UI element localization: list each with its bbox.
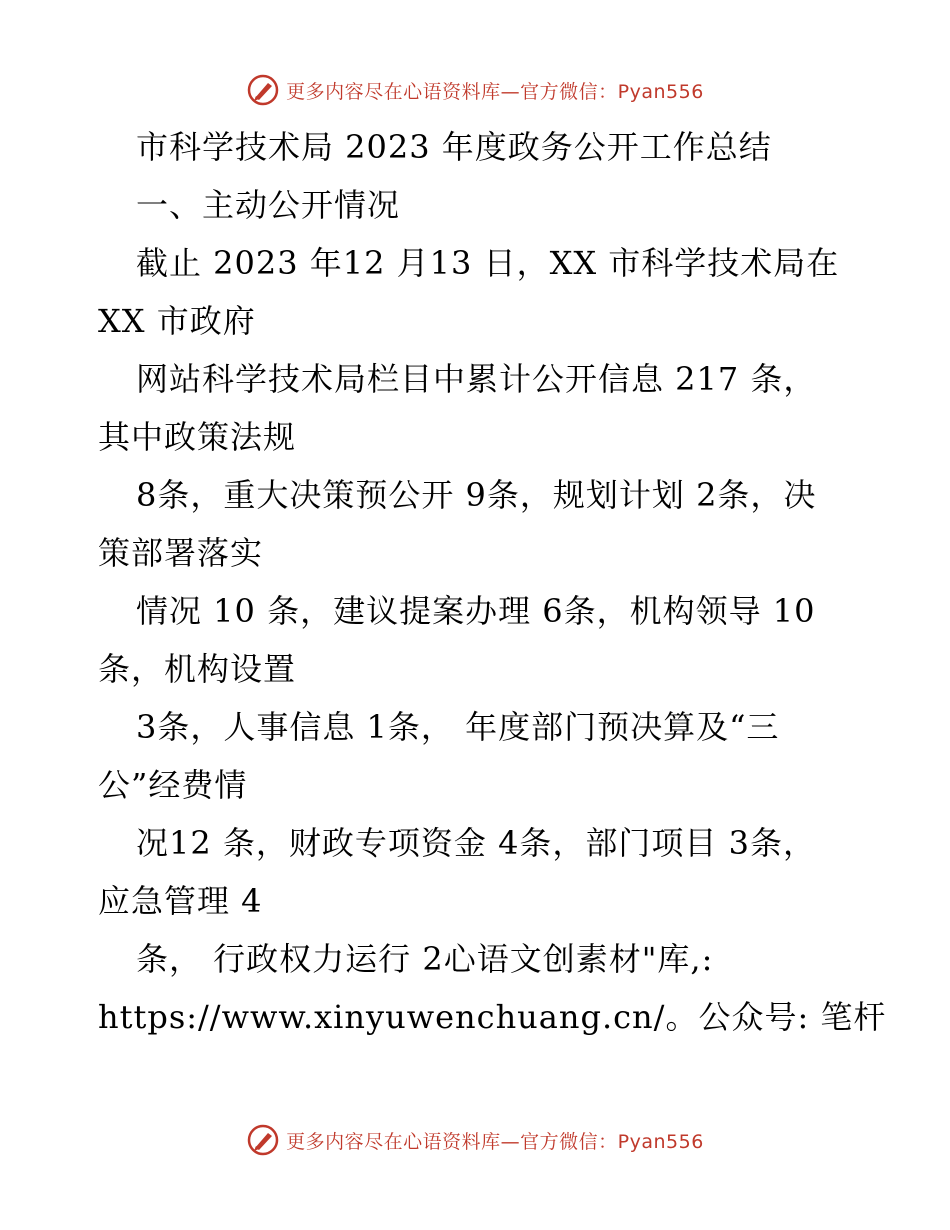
- document-line: 3条，人事信息 1条， 年度部门预决算及“三: [136, 708, 780, 746]
- header-banner-inner: [246, 73, 704, 107]
- document-line: 情况 10 条，建议提案办理 6条，机构领导 10: [136, 592, 816, 630]
- header-banner: [0, 70, 950, 110]
- document-line: 网站科学技术局栏目中累计公开信息 217 条，: [136, 360, 817, 398]
- footer-banner: [0, 1120, 950, 1160]
- document-line: 应急管理 4: [98, 882, 263, 920]
- document-line: 条， 行政权力运行 2心语文创素材"库,:: [136, 940, 714, 978]
- document-line: 其中政策法规: [98, 418, 297, 456]
- document-line: 况12 条，财政专项资金 4条，部门项目 3条，: [136, 824, 816, 862]
- document-line: 一、主动公开情况: [136, 186, 401, 224]
- document-line: 截止 2023 年12 月13 日，XX 市科学技术局在: [136, 244, 840, 282]
- document-line: 市科学技术局 2023 年度政务公开工作总结: [136, 128, 772, 166]
- document-line: 公”经费情: [98, 766, 248, 804]
- pen-logo-icon: [246, 73, 280, 107]
- document-body: [98, 118, 887, 1046]
- document-line: https://www.xinyuwenchuang.cn/。公众号: 笔杆: [98, 998, 887, 1036]
- document-line: 策部署落实: [98, 534, 264, 572]
- document-line: 条，机构设置: [98, 650, 297, 688]
- footer-banner-text: 更多内容尽在心语资料库—官方微信：Pyan556: [286, 1130, 704, 1153]
- footer-banner-inner: [246, 1123, 704, 1157]
- document-line: XX 市政府: [98, 302, 256, 340]
- header-banner-text: 更多内容尽在心语资料库—官方微信：Pyan556: [286, 80, 704, 103]
- pen-logo-icon: [246, 1123, 280, 1157]
- document-line: 8条，重大决策预公开 9条，规划计划 2条，决: [136, 476, 817, 514]
